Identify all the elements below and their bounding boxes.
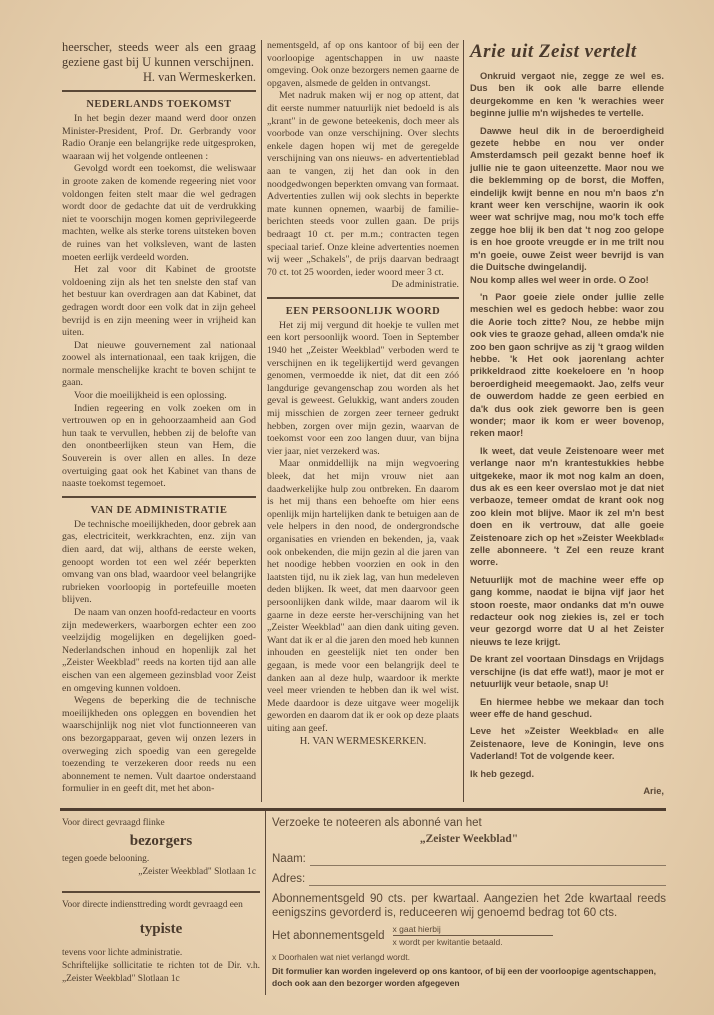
paragraph: Dawwe heul dik in de beroerdigheid gezete hebbe en nou ver onder Amsterdamsch peil gezakt benne hoef ik jullie nie te gaon uiteenzette. Maor nou we die beklemming op de borst, die Moffen, eindelijk kwijt benne en nou m'n baos z'n krant weer ken verschijne, waorin ik ook weer wat schrijve mag, nou mo'k toch effe zegge hoe blij ik ben dat 't nog zoo gelope is en hoe groote vreugde er in me trilt nou m'n goeie, ouwe Zeist weer bevrijd is van die Duitsche dwingelandij. (470, 125, 664, 273)
fee-choice (393, 923, 553, 948)
address-label: Adres: (272, 873, 306, 886)
signature: H. VAN WERMESKERKEN. (299, 736, 427, 748)
column-2 (262, 40, 464, 802)
divider (62, 496, 256, 498)
article-heading-arie-uit-zeist: Arie uit Zeist vertelt (470, 41, 637, 62)
ad-typiste (62, 899, 260, 986)
paragraph: En hiermee hebbe we mekaar dan toch weer effe de hand geschud. (470, 696, 664, 719)
ad-bezorgers (62, 817, 260, 879)
paragraph: Het zal voor dit Kabinet de grootste voldoening zijn als het ten snelste den staf van het bestuur kan overdragen aan dat Kabinet, dat gedragen wordt door een volk dat in zijn geheel bevrijd is en zijn meening weer in vrijheid kan uiten. (62, 264, 256, 339)
divider (62, 891, 260, 893)
paragraph: Netuurlijk mot de machine weer effe op gang komme, naodat ie bijna vijf jaor het stoon roeste, maor ondanks dat m'n ouwe redacteur ook nog ziekies is, zel er toch veur gezorgd worre dat U al het Zeister nieuws te leze krijgt. (470, 574, 664, 647)
ad-text: Schriftelijke sollicitatie te richten tot de Dir. v.h. „Zeister Weekblad" Slotlaan 1c (62, 961, 260, 985)
paragraph: Maar onmiddellijk na mijn wegvoering bleek, dat het mijn vrouw niet aan daadwerkelijke hulp zou ontbreken. En daarom is het mij thans een behoefte om hier eens openlijk mijn hartelijken dank te betuigen aan de vele helpers in den nood, de ondergrondsche organisaties en vrienden en bekenden, ja, vaak ook onbekenden, die mijn gezin al die jaren van het noodige hebben voorzien en ook in den laatsten tijd, nu ik ziek lag, van hun medeleven deden blijken. Ik weet, dat men daarvoor geen persoonlijken dank wilde, maar daarom wil ik gaarne in deze eerste her-verschijning van het „Zeister Weekblad" aan dien dank uiting geven. Want dat ik er al die jaren den moed heb kunnen inhouden en geestelijk niet ten onder ben gegaan, is mede voor een belangrijk deel te danken aan al deze hulp, waardoor ik merkte veel meer vrienden te hebben dan ik wel wist. Mede daardoor is deze uitgave weer mogelijk geworden en daarom dat ik er ook op deze plaats uiting aan geef. (267, 458, 459, 734)
option-receipt[interactable]: x wordt per kwitantie betaald. (392, 937, 503, 948)
paragraph: De technische moeilijkheden, door gebrek aan gas, electriciteit, werkkrachten, enz. zijn van dien aard, dat wij, althans de eerste weken, genoopt worden tot een wel zéér beperkten omvang van ons blad, waardoor veel belangrijke rubrieken voorloopig in portefeuille moeten blijven. (62, 518, 256, 606)
ad-text: Voor direct gevraagd flinke (62, 818, 165, 829)
ad-address: „Zeister Weekblad" Slotlaan 1c (138, 867, 256, 878)
column-1 (60, 40, 262, 802)
paragraph: In het begin dezer maand werd door onzen Minister-President, Prof. Dr. Gerbrandy voor Radio Oranje een belangrijke rede uitgesproken, waaraan wij het volgende ontleenen : (62, 113, 256, 162)
ad-text: tegen goede belooning. (62, 854, 150, 865)
strike-note: x Doorhalen wat niet verlangd wordt. (272, 952, 410, 963)
name-input-line[interactable] (310, 853, 666, 866)
subscription-form (266, 811, 666, 995)
article-heading-een-persoonlijk-woord: EEN PERSOONLIJK WOORD (285, 305, 441, 317)
intro-text: heerscher, steeds weer als een graag geziene gast bij U kunnen verschijnen. (62, 40, 256, 69)
bottom-section (60, 808, 666, 995)
name-label: Naam: (272, 853, 306, 866)
intro-signature: H. van Wermeskerken. (142, 70, 256, 84)
paragraph: Onkruid vergaot nie, zegge ze wel es. Dus ben ik ook alle barre ellende deurgekomme en ken 'k werachies weer beginne jullie m'n wijshedes te vertelle. (470, 71, 664, 119)
paragraph: Indien regeering en volk zoeken om in vertrouwen op en in gehoorzaamheid aan God hun taak te vervullen, hebben zij de belofte van den onontbeerlijken steun van Hem, die Souverein is over allen en alles. In deze overtuiging gaat ook het Kabinet van thans de naaste toekomst tegemoet. (62, 402, 256, 490)
ad-text: tevens voor lichte administratie. (62, 948, 183, 959)
name-field[interactable] (272, 852, 666, 866)
fee-text: Abonnementsgeld 90 cts. per kwartaal. Aangezien het 2de kwartaal reeds eenigszins gevorderd is, reduceeren wij genoemd bedrag tot 60 cts. (272, 893, 666, 920)
paragraph: Gevolgd wordt een toekomst, die weliswaar in groote zaken de komende regeering niet voor voldongen feiten stelt maar die wel gedragen wordt door de gedachte dat uit de verdrukking niet te voorschijn mogen komen geprivilegeerde machten, welke als sterke torens uitsteken boven de ruines van het volksleven, want de lasten moeten eerlijk verdeeld worden. (62, 163, 256, 263)
paragraph: Ik weet, dat veule Zeistenoare weer met verlange naor m'n krantestukkies hebbe uitgekeke, maor ik mot nog kalm an doen, dus ak es een keer overslao mot je dat niet verbaoze, temeer omdat de krant ook nog zoo klein mot blijve. Maor ik zel m'n best doen en ik vertrouw, dat alle goeie Zeistenoare zich op het »Zeister Weekblad« zelle abonneere. 't Zel een reuze krant worre. (470, 445, 664, 568)
ad-headline: bezorgers (129, 833, 193, 850)
paragraph: Leve het »Zeister Weekblad« en alle Zeistenaore, leve de Koningin, leve ons Vaderland! Tot de volgende keer. (470, 726, 664, 762)
form-intro: Verzoeke te noteeren als abonné van het (272, 817, 482, 830)
signature: De administratie. (391, 279, 459, 291)
classified-ads (60, 811, 266, 995)
form-paper-name: „Zeister Weekblad" (419, 833, 519, 846)
column-3 (464, 40, 666, 802)
paragraph: Nou komp alles wel weer in orde. O Zoo! (470, 274, 649, 285)
paragraph: Wegens de beperking die de technische moeilijkheden ons opleggen en bovendien het waarschijnlijk nog niet vlot functionneeren van ons bezorgapparaat, geven wij onzen lezers in overweging zich spoedig van een geregelde toezending te verzekeren door reeds nu een abonnement te nemen. Vult daartoe onderstaand formulier in en geeft dit, met het abon- (62, 695, 256, 795)
signature: Arie, (643, 785, 664, 796)
form-footer: Dit formulier kan worden ingeleverd op ons kantoor, of bij een der voorloopige agentschappen, doch ook aan den bezorger worden afgegeven (272, 966, 656, 988)
paragraph: Het zij mij vergund dit hoekje te vullen met een kort persoonlijk woord. Toen in September 1940 het „Zeister Weekblad" verboden werd te verschijnen en ik tegelijkertijd werd gevangen genomen, vermoedde ik niet, dat dit een zóó langdurige gevangenschap zou worden als het geval is geweest. Gelukkig, want anders zouden mij misschien de zorgen zeer terneer gedrukt hebben, zorgen over mijn gezin, waarvan de toekomst voor een zoo langen duur, van bijna vier jaar, niet verzekerd was. (267, 319, 459, 457)
paragraph: De naam van onzen hoofd-redacteur en voorts zijn medewerkers, waarborgen echter een zoo veelzijdig mogelijken en degelijken goed-Nederlandschen inhoud en hopenlijk zal het „Zeister Weekblad" reeds na korten tijd aan alle eischen van een algemeen gezinsblad voor Zeist en omgeving kunnen voldoen. (62, 606, 256, 694)
paragraph: Dat nieuwe gouvernement zal nationaal zoowel als internationaal, een taak krijgen, die normale menschelijke kracht te boven schijnt te gaan. (62, 339, 256, 389)
option-enclosed[interactable]: x gaat hierbij (393, 923, 553, 936)
address-input-line[interactable] (309, 873, 666, 886)
article-heading-nederlands-toekomst: NEDERLANDS TOEKOMST (86, 99, 232, 110)
fee-options (272, 923, 666, 948)
paragraph: De krant zel voortaan Dinsdags en Vrijdags verschijne (is dat effe wat!), maor je mot er netuurlijk veur betaole, snap U! (470, 654, 664, 690)
ad-headline: typiste (139, 921, 183, 938)
paragraph: 'n Paor goeie ziele onder jullie zelle meschien wel es gedoch hebbe: waor zou die Aorie toch zitte? Nou, ze hebbe mijn ook vies te graoze gehad, alleen omda'k nie zoo ben gaon schrijve as zij 't graog wilden hebbe. 'k Het ook jaorenlang achter prikkeldraod zitte koekeloere en 'n hoop beroerdigheid meegemaokt. Jao, zelfs veur de ouwerdom hadde ze geen eerbied en da'k dus ook ziek geworre ben is geen wonder; maor ik kom er weer bovenop, reken maor! (470, 291, 664, 439)
divider (62, 90, 256, 92)
columns (60, 40, 666, 802)
ad-text: Voor directe indiensttreding wordt gevraagd een (62, 900, 243, 911)
address-field[interactable] (272, 872, 666, 886)
paragraph: nementsgeld, af op ons kantoor of bij een der voorloopige agentschappen in uw naaste omgeving. Ook onze bezorgers nemen gaarne de opgaven, alsmede de gelden in ontvangst. (267, 40, 459, 89)
article-heading-van-de-administratie: VAN DE ADMINISTRATIE (90, 504, 228, 516)
paragraph: Ik heb gezegd. (470, 768, 535, 779)
fee-label: Het abonnementsgeld (272, 929, 385, 942)
divider (267, 297, 459, 299)
paragraph: Voor die moeilijkheid is een oplossing. (74, 390, 227, 402)
paragraph: Met nadruk maken wij er nog op attent, dat dit eerste nummer natuurlijk niet bedoeld is als „krant" in de gewone beteekenis, doch meer als voorbode van onze verschijning. Over slechts enkele dagen hopen wij met de geregelde verschijning van ons nieuws- en advertentieblad aan te vangen, zij het dan ook in den noodgedwongen beperkten omvang van formaat. Advertenties zullen wij ook slechts in beperkte mate kunnen opnemen, waarbij de familie-berichten steeds voor zullen gaan. De prijs bedraagt 10 ct. per m.m.; contracten tegen speciaal tarief. Onze kleine advertenties noemen wij weer „Schakels", de prijs daarvan bedraagt 70 ct. tot 25 woorden, ieder woord meer 3 ct. (267, 90, 459, 278)
